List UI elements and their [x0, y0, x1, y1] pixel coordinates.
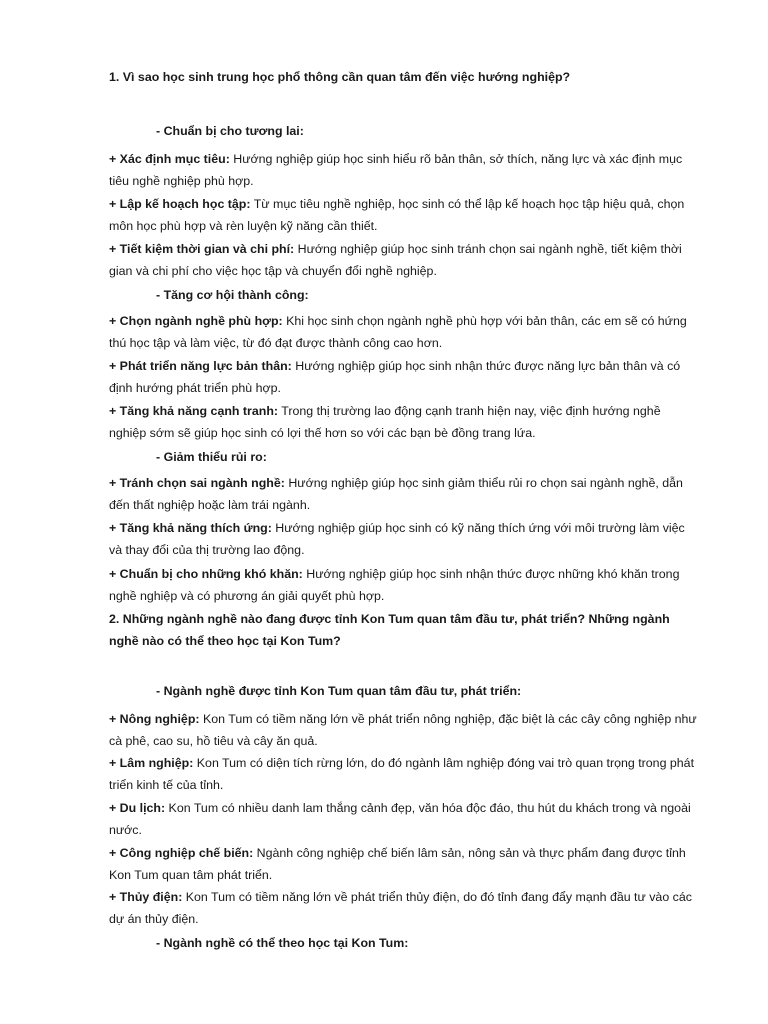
bullet-lead: + Tiết kiệm thời gian và chi phí: — [109, 242, 295, 256]
bullet-text: Kon Tum có diện tích rừng lớn, do đó ngành lâm nghiệp đóng vai trò quan trọng trong phát triển kinh tế của tỉnh. — [109, 756, 695, 792]
bullet-lead: + Chọn ngành nghề phù hợp: — [109, 314, 283, 328]
bullet-lead: + Xác định mục tiêu: — [109, 152, 230, 166]
bullet-lead: + Phát triển năng lực bản thân: — [109, 359, 292, 373]
bullet-text: Từ mục tiêu nghề nghiệp, học sinh có thể lập kế hoạch học tập hiệu quả, chọn môn học phù hợp và rèn luyện kỹ năng cần thiết. — [109, 197, 685, 233]
bullet-text: Hướng nghiệp giúp học sinh hiểu rõ bản thân, sở thích, năng lực và xác định mục tiêu nghề nghiệp phù hợp. — [109, 152, 683, 188]
bullet-paragraph — [109, 517, 699, 561]
bullet-paragraph — [109, 193, 699, 237]
bullet-text: Hướng nghiệp giúp học sinh giảm thiểu rủi ro chọn sai ngành nghề, dẫn đến thất nghiệp hoặc làm trái ngành. — [109, 476, 683, 512]
bullet-paragraph — [109, 886, 699, 930]
bullet-lead: + Nông nghiệp: — [109, 712, 200, 726]
bullet-paragraph — [109, 148, 699, 192]
bullet-paragraph — [109, 752, 699, 796]
bullet-paragraph — [109, 400, 699, 444]
section-heading-success: - Tăng cơ hội thành công: — [156, 288, 309, 302]
heading-text: 1. Vì sao học sinh trung học phổ thông cần quan tâm đến việc hướng nghiệp? — [109, 70, 571, 84]
bullet-text: Hướng nghiệp giúp học sinh nhận thức được năng lực bản thân và có định hướng phát triển phù hợp. — [109, 359, 681, 395]
bullet-lead: + Du lịch: — [109, 801, 166, 815]
section-heading-invested-industries: - Ngành nghề được tỉnh Kon Tum quan tâm đầu tư, phát triển: — [156, 684, 522, 698]
bullet-paragraph — [109, 842, 699, 886]
bullet-text: Ngành công nghiệp chế biến lâm sản, nông sản và thực phẩm đang được tỉnh Kon Tum quan tâm phát triển. — [109, 846, 686, 882]
section-heading-study-options: - Ngành nghề có thể theo học tại Kon Tum: — [156, 936, 409, 950]
bullet-lead: + Tăng khả năng cạnh tranh: — [109, 404, 279, 418]
bullet-lead: + Thủy điện: — [109, 890, 183, 904]
section-heading-reduce-risk: - Giảm thiểu rủi ro: — [156, 450, 267, 464]
bullet-text: Khi học sinh chọn ngành nghề phù hợp với bản thân, các em sẽ có hứng thú học tập và làm việc, từ đó đạt được thành công cao hơn. — [109, 314, 687, 350]
bullet-paragraph — [109, 797, 699, 841]
bullet-text: Hướng nghiệp giúp học sinh nhận thức được những khó khăn trong nghề nghiệp và có phương án giải quyết phù hợp. — [109, 567, 680, 603]
bullet-paragraph — [109, 472, 699, 516]
bullet-paragraph — [109, 310, 699, 354]
bullet-text: Hướng nghiệp giúp học sinh tránh chọn sai ngành nghề, tiết kiệm thời gian và chi phí cho việc học tập và chuyển đổi nghề nghiệp. — [109, 242, 682, 278]
question-1-heading — [109, 66, 699, 88]
bullet-paragraph — [109, 355, 699, 399]
bullet-text: Kon Tum có tiềm năng lớn về phát triển thủy điện, do đó tỉnh đang đẩy mạnh đầu tư vào các dự án thủy điện. — [109, 890, 692, 926]
bullet-lead: + Chuẩn bị cho những khó khăn: — [109, 567, 303, 581]
bullet-lead: + Lâm nghiệp: — [109, 756, 194, 770]
bullet-text: Hướng nghiệp giúp học sinh có kỹ năng thích ứng với môi trường làm việc và thay đổi của thị trường lao động. — [109, 521, 685, 557]
bullet-text: Kon Tum có nhiều danh lam thắng cảnh đẹp, văn hóa độc đáo, thu hút du khách trong và ngoài nước. — [109, 801, 691, 837]
bullet-lead: + Công nghiệp chế biến: — [109, 846, 254, 860]
bullet-lead: + Tăng khả năng thích ứng: — [109, 521, 272, 535]
section-heading-prepare-future: - Chuẩn bị cho tương lai: — [156, 124, 304, 138]
bullet-text: Kon Tum có tiềm năng lớn về phát triển nông nghiệp, đặc biệt là các cây công nghiệp như cà phê, cao su, hồ tiêu và cây ăn quả. — [109, 712, 697, 748]
bullet-lead: + Lập kế hoạch học tập: — [109, 197, 251, 211]
question-2-heading: 2. Những ngành nghề nào đang được tỉnh Kon Tum quan tâm đầu tư, phát triển? Những ngành nghề nào có thể theo học tại Kon Tum? — [109, 612, 670, 648]
bullet-text: Trong thị trường lao động cạnh tranh hiện nay, việc định hướng nghề nghiệp sớm sẽ giúp học sinh có lợi thế hơn so với các bạn bè đồng trang lứa. — [109, 404, 661, 440]
bullet-lead: + Tránh chọn sai ngành nghề: — [109, 476, 285, 490]
bullet-paragraph — [109, 563, 699, 607]
bullet-paragraph — [109, 708, 699, 752]
bullet-paragraph — [109, 238, 699, 282]
